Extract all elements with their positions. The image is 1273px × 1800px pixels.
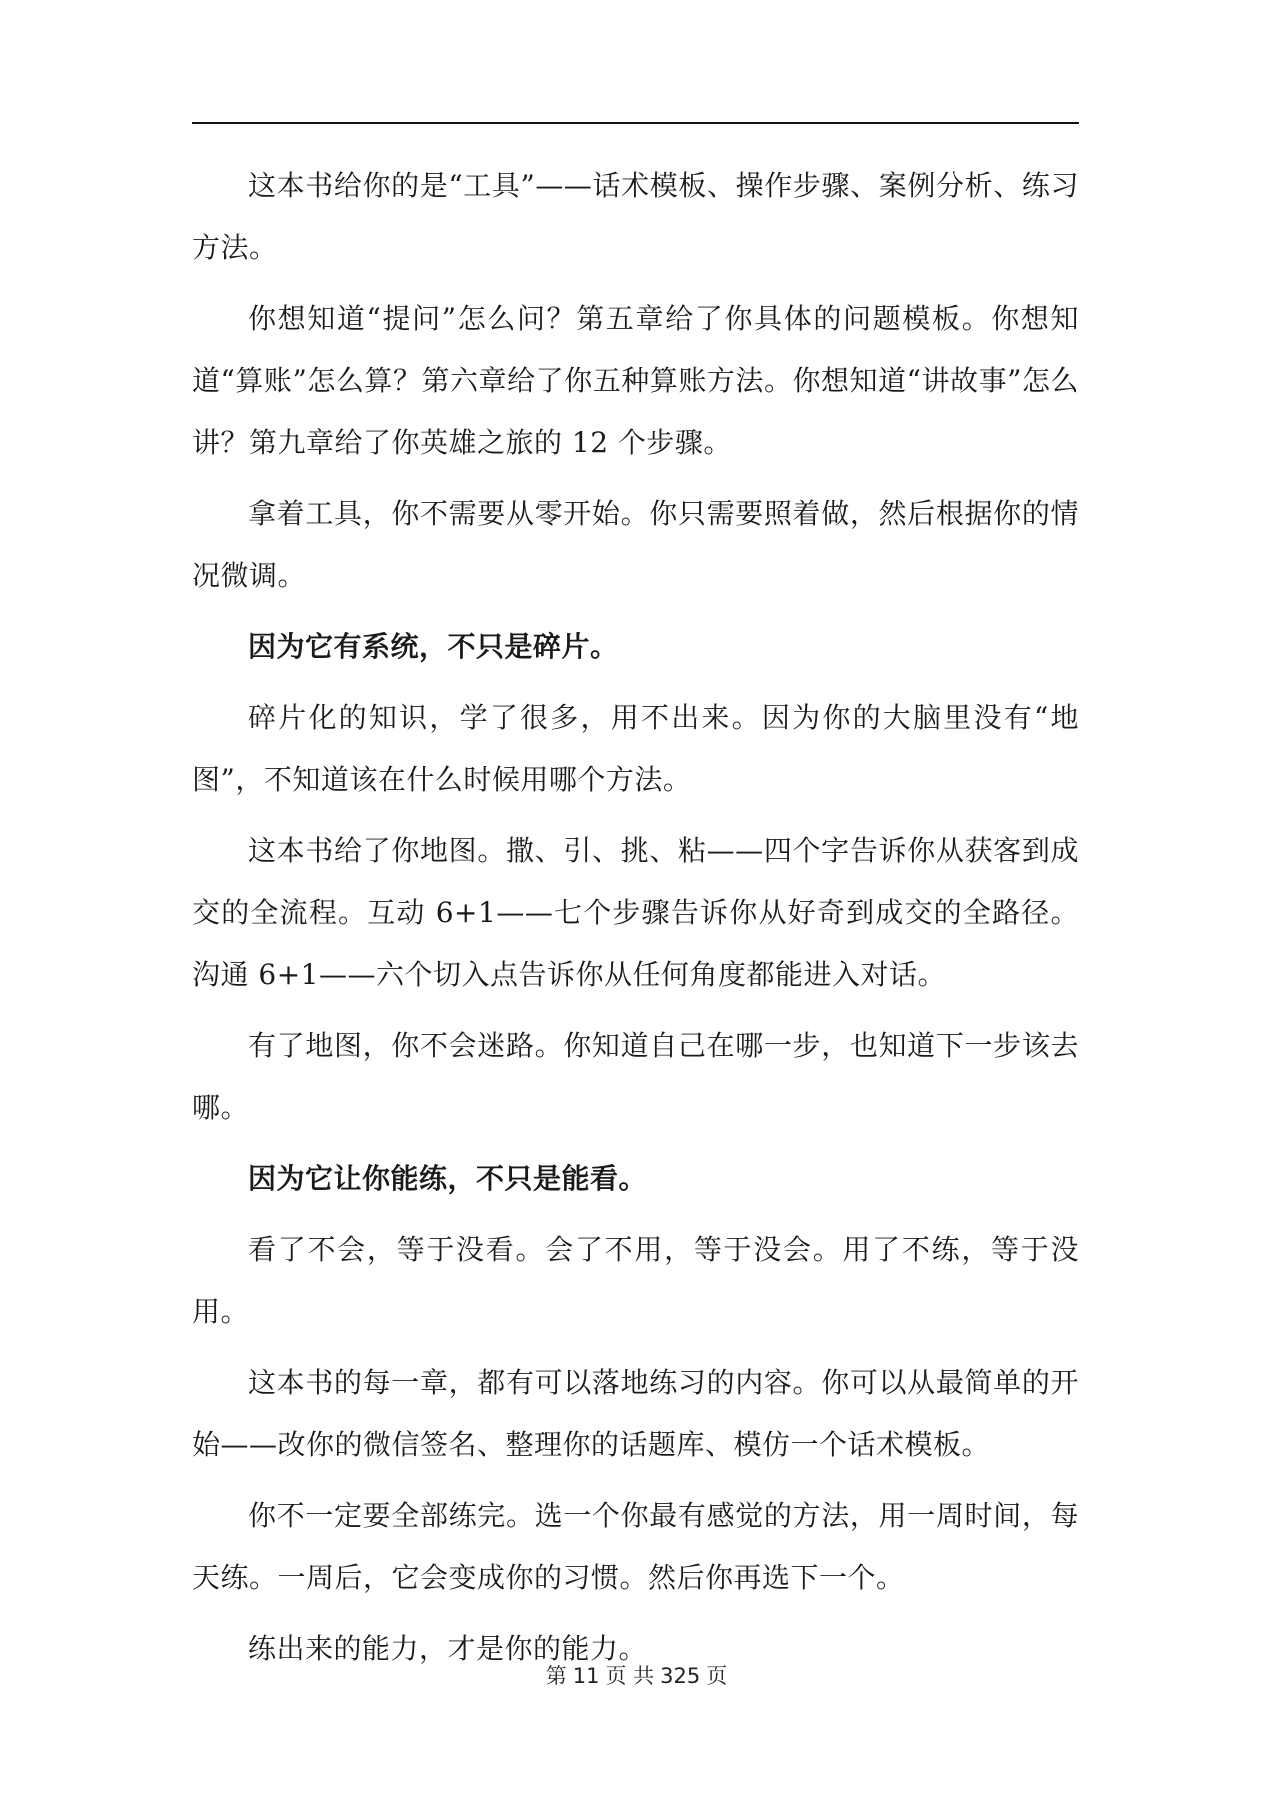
- bold-heading-paragraph: 因为它让你能练，不只是能看。: [248, 1162, 648, 1195]
- paragraph: 有了地图，你不会迷路。你知道自己在哪一步，也知道下一步该去哪。: [192, 1029, 1079, 1124]
- paragraph: 你想知道“提问”怎么问？第五章给了你具体的问题模板。你想知道“算账”怎么算？第六章给了你五种算账方法。你想知道“讲故事”怎么讲？第九章给了你英雄之旅的 12 个步骤。: [192, 302, 1079, 459]
- footer-prefix: 第: [545, 1664, 567, 1688]
- paragraph: 练出来的能力，才是你的能力。: [248, 1632, 648, 1665]
- footer-suffix: 页: [706, 1664, 728, 1688]
- paragraph: 这本书给了你地图。撒、引、挑、粘——四个字告诉你从获客到成交的全流程。互动 6+1——七个步骤告诉你从好奇到成交的全路径。沟通 6+1——六个切入点告诉你从任何角度都能进入对话。: [192, 834, 1079, 991]
- paragraph: 你不一定要全部练完。选一个你最有感觉的方法，用一周时间，每天练。一周后，它会变成你的习惯。然后你再选下一个。: [192, 1499, 1079, 1594]
- header-rule: [192, 122, 1079, 124]
- paragraph: 碎片化的知识，学了很多，用不出来。因为你的大脑里没有“地图”，不知道该在什么时候用哪个方法。: [192, 701, 1079, 796]
- paragraph: 这本书给你的是“工具”——话术模板、操作步骤、案例分析、练习方法。: [192, 169, 1079, 264]
- paragraph: 看了不会，等于没看。会了不用，等于没会。用了不练，等于没用。: [192, 1233, 1079, 1328]
- current-page-number: 11: [572, 1664, 600, 1688]
- page-body: [192, 155, 1079, 1689]
- bold-heading-paragraph: 因为它有系统，不只是碎片。: [248, 630, 619, 663]
- total-page-count: 325: [660, 1664, 701, 1688]
- paragraph: 拿着工具，你不需要从零开始。你只需要照着做，然后根据你的情况微调。: [192, 497, 1079, 592]
- page-footer: [0, 1660, 1273, 1690]
- footer-middle: 页 共: [605, 1664, 655, 1688]
- paragraph: 这本书的每一章，都有可以落地练习的内容。你可以从最简单的开始——改你的微信签名、整理你的话题库、模仿一个话术模板。: [192, 1366, 1079, 1461]
